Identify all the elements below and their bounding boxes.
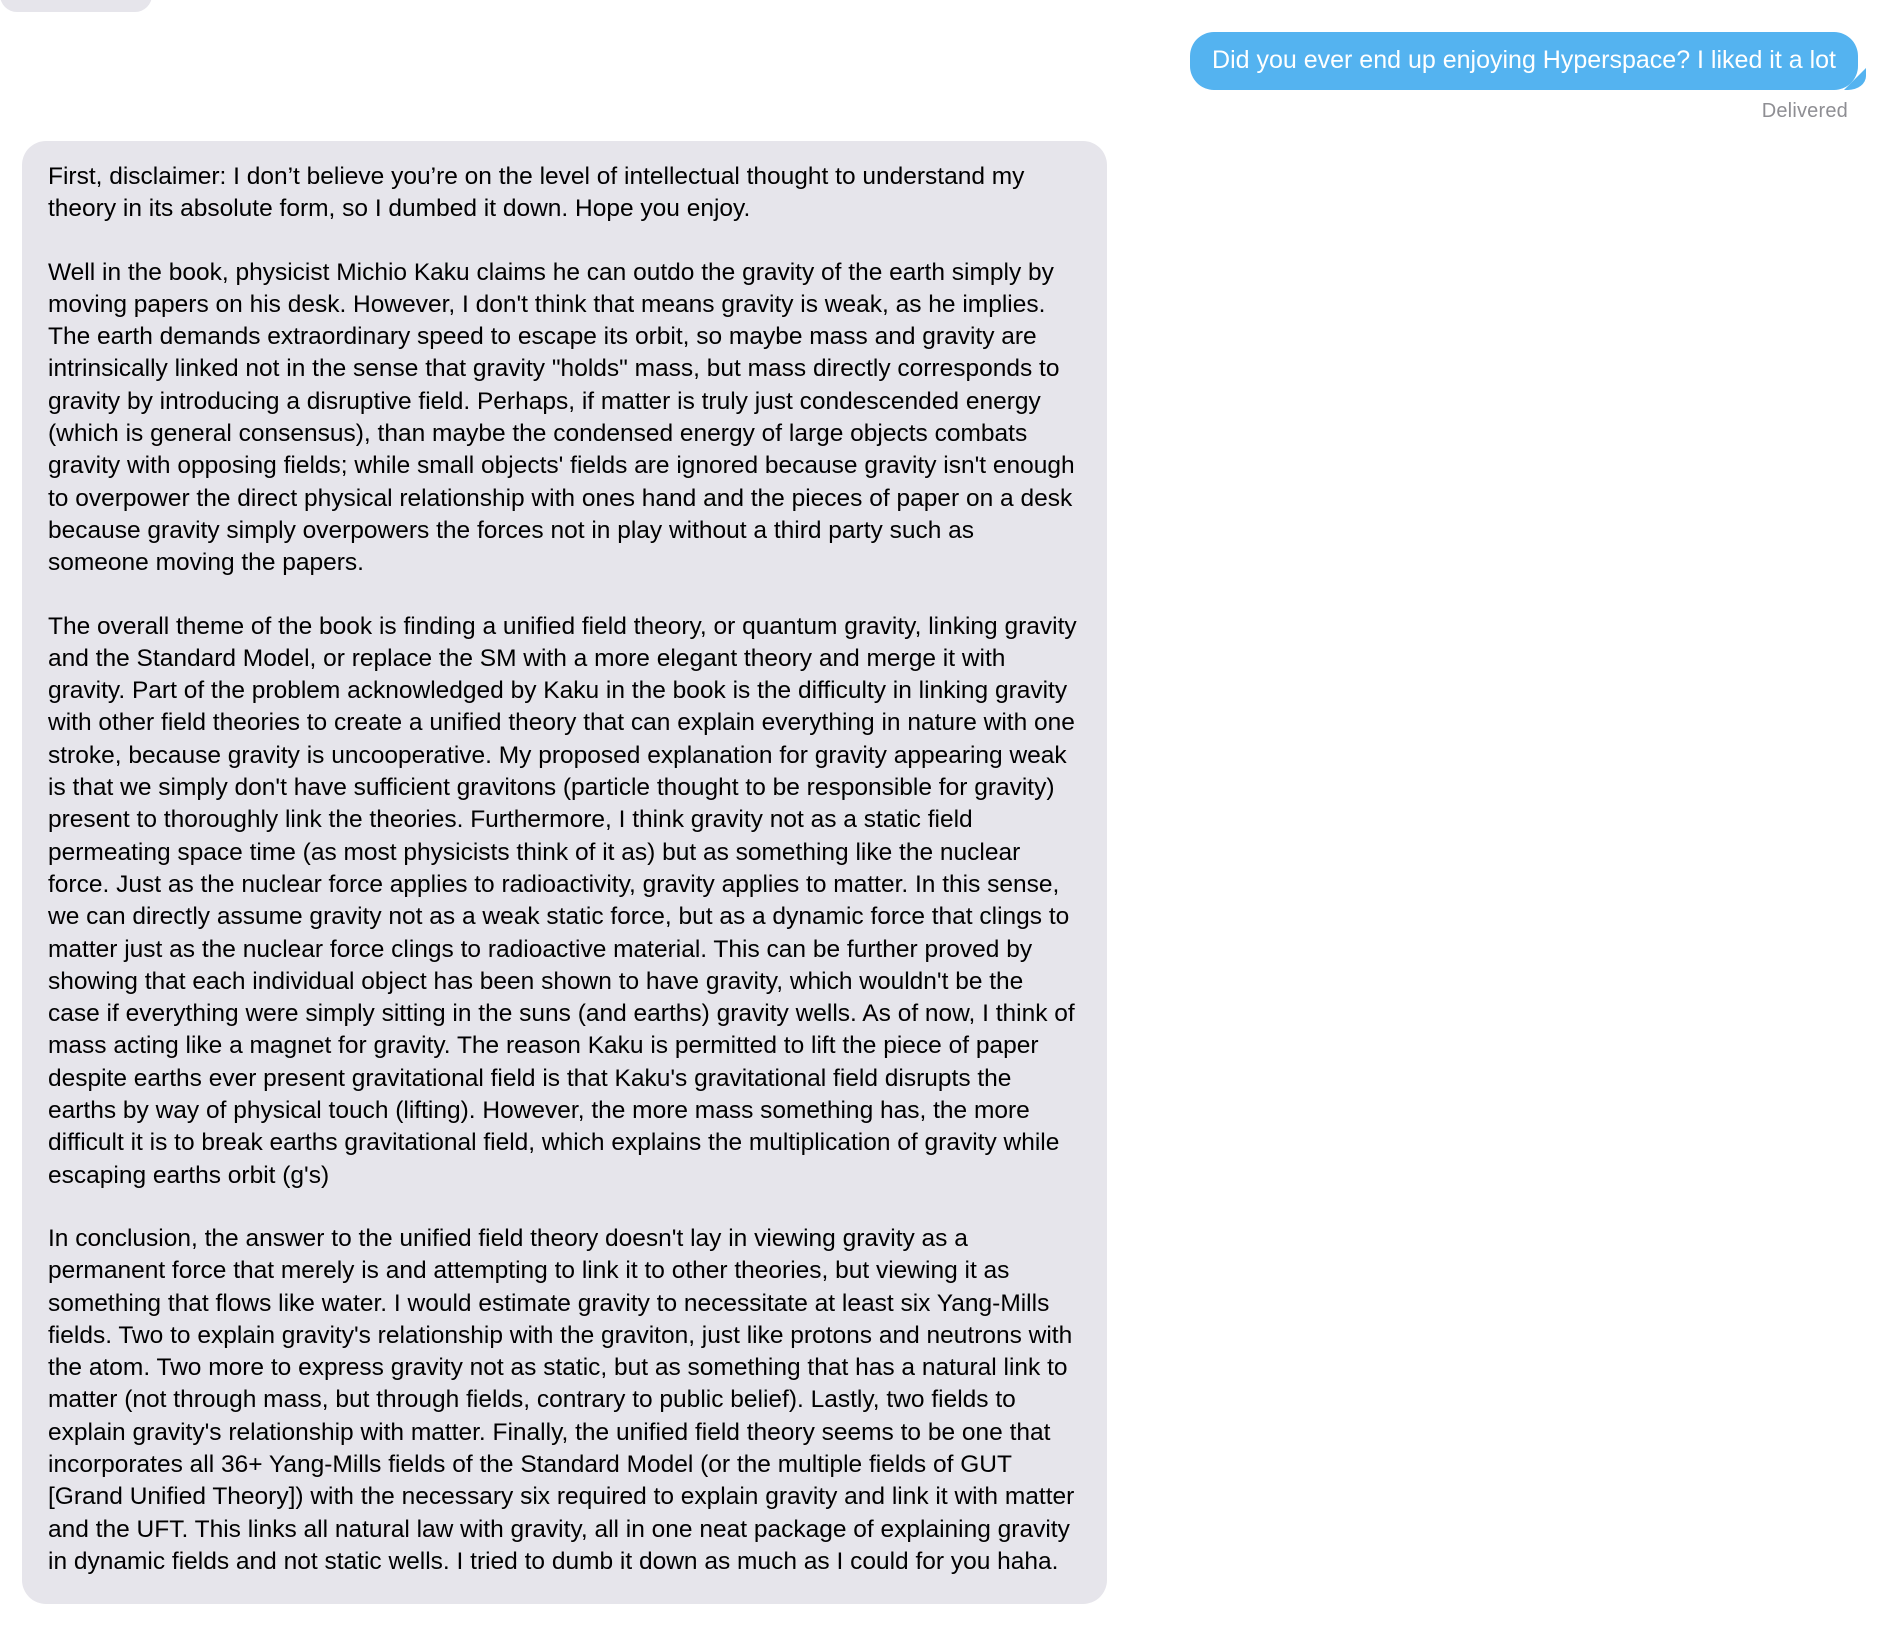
delivery-status: Delivered bbox=[1761, 100, 1848, 122]
message-paragraph: In conclusion, the answer to the unified field theory doesn't lay in viewing gravity as a permanent force that merely is and attempting to link it to other theories, but viewing it as something that flows like water. I would estimate gravity to necessitate at least six Yang-Mills fields. Two to explain gravity's relationship with the graviton, just like protons and neutrons with the atom. Two more to express gravity not as static, but as something that has a natural link to matter (not through mass, but through fields, contrary to public belief). Lastly, two fields to explain gravity's relationship with matter. Finally, the unified field theory seems to be one that incorporates all 36+ Yang-Mills fields of the Standard Model (or the multiple fields of GUT [Grand Unified Theory]) with the necessary six required to explain gravity and link it with matter and the UFT. This links all natural law with gravity, all in one neat package of explaining gravity in dynamic fields and not static wells. I tried to dumb it down as much as I could for you haha. bbox=[48, 1224, 1075, 1575]
outgoing-message-row bbox=[22, 0, 1858, 90]
incoming-message-row bbox=[22, 141, 1858, 1604]
previous-message-bubble-clipped[interactable] bbox=[0, 0, 152, 12]
incoming-message-bubble[interactable] bbox=[22, 141, 1107, 1604]
message-paragraph: First, disclaimer: I don’t believe you’re on the level of intellectual thought to understand my theory in its absolute form, so I dumbed it down. Hope you enjoy. bbox=[48, 163, 1025, 223]
outgoing-message-bubble[interactable]: Did you ever end up enjoying Hyperspace? I liked it a lot bbox=[1190, 32, 1858, 90]
message-paragraph: The overall theme of the book is finding a unified field theory, or quantum gravity, linking gravity and the Standard Model, or replace the SM with a more elegant theory and merge it with gravity. Part of the problem acknowledged by Kaku in the book is the difficulty in linking gravity with other field theories to create a unified theory that can explain everything in nature with one stroke, because gravity is uncooperative. My proposed explanation for gravity appearing weak is that we simply don't have sufficient gravitons (particle thought to be responsible for gravity) present to thoroughly link the theories. Furthermore, I think gravity not as a static field permeating space time (as most physicists think of it as) but as something like the nuclear force. Just as the nuclear force applies to radioactivity, gravity applies to matter. In this sense, we can directly assume gravity not as a weak static force, but as a dynamic force that clings to matter just as the nuclear force clings to radioactive material. This can be further proved by showing that each individual object has been shown to have gravity, which wouldn't be the case if everything were simply sitting in the suns (and earths) gravity wells. As of now, I think of mass acting like a magnet for gravity. The reason Kaku is permitted to lift the piece of paper despite earths ever present gravitational field is that Kaku's gravitational field disrupts the earths by way of physical touch (lifting). However, the more mass something has, the more difficult it is to break earths gravitational field, which explains the multiplication of gravity while escaping earths orbit (g's) bbox=[48, 612, 1077, 1189]
message-paragraph: Well in the book, physicist Michio Kaku claims he can outdo the gravity of the earth simply by moving papers on his desk. However, I don't think that means gravity is weak, as he implies. The earth demands extraordinary speed to escape its orbit, so maybe mass and gravity are intrinsically linked not in the sense that gravity "holds" mass, but mass directly corresponds to gravity by introducing a disruptive field. Perhaps, if matter is truly just condescended energy (which is general consensus), than maybe the condensed energy of large objects combats gravity with opposing fields; while small objects' fields are ignored because gravity isn't enough to overpower the direct physical relationship with ones hand and the pieces of paper on a desk because gravity simply overpowers the forces not in play without a third party such as someone moving the papers. bbox=[48, 258, 1075, 577]
